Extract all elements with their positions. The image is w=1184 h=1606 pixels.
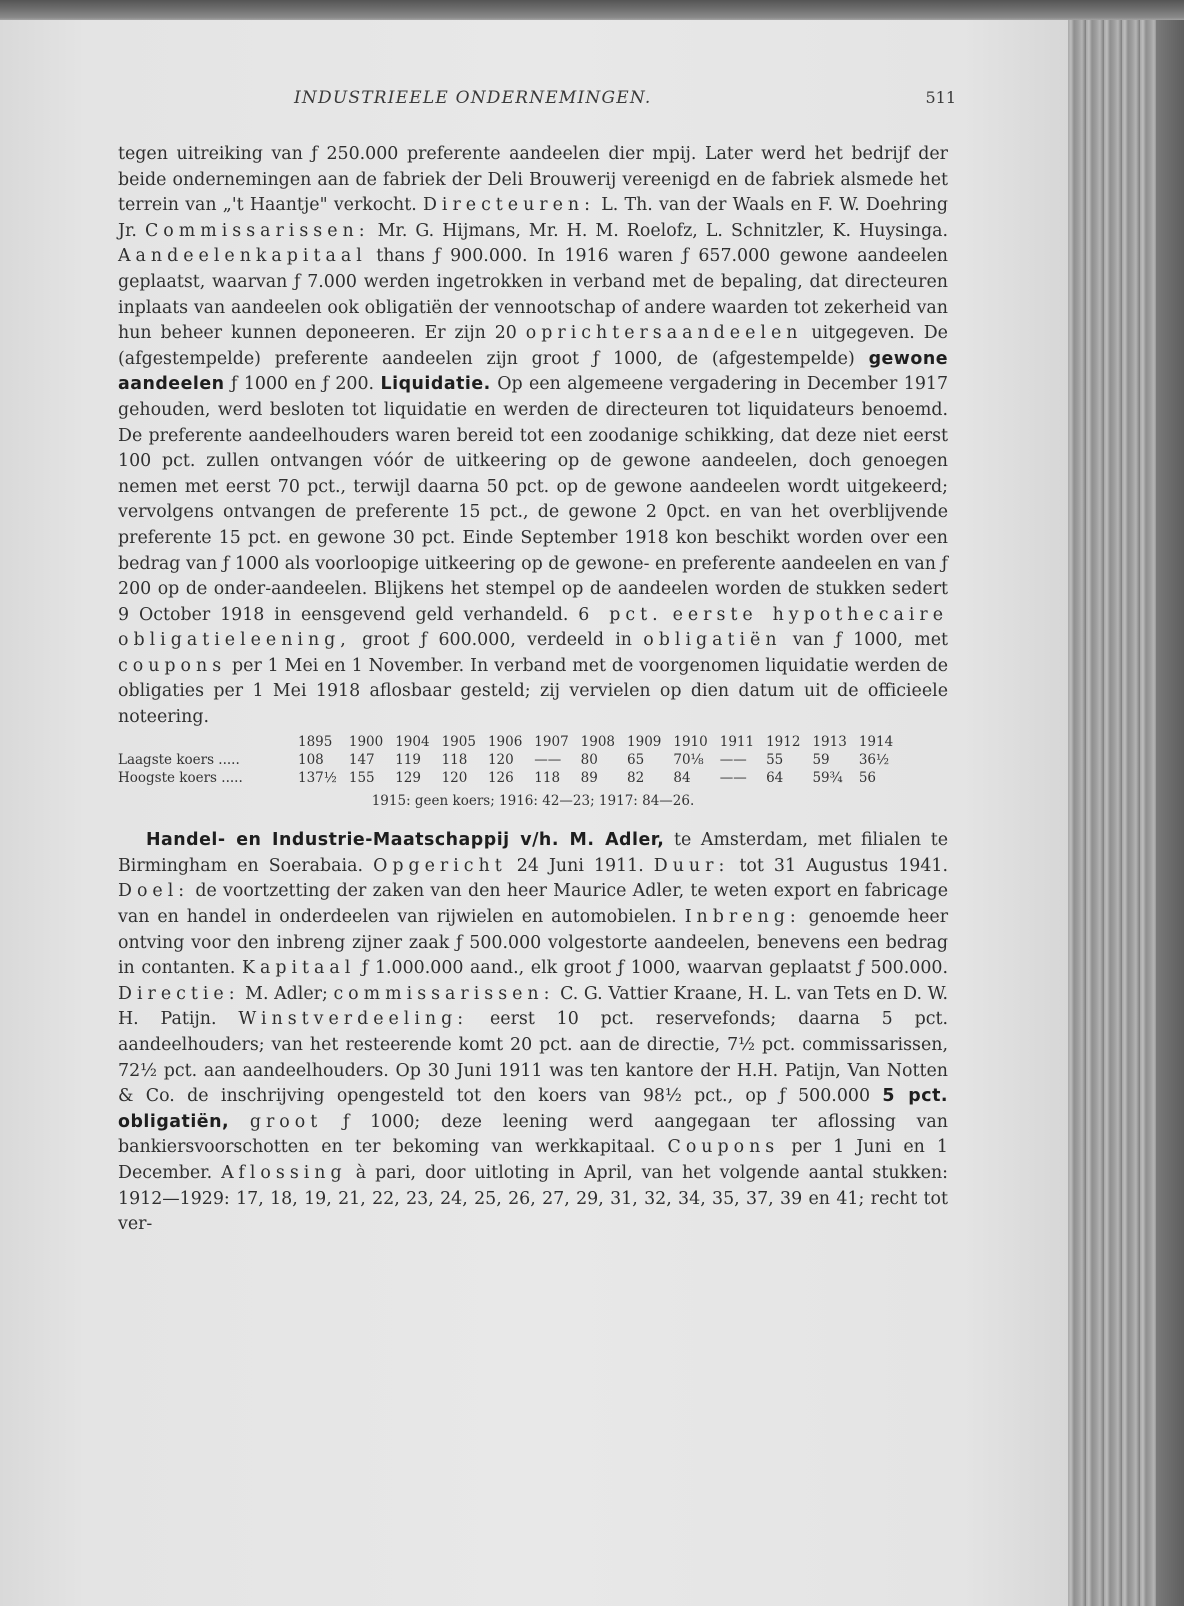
kapitaal-text: ƒ 1.000.000 aand., elk groot ƒ 1000, waarvan geplaatst ƒ 500.000. (361, 958, 948, 979)
directie-label: Directie: (118, 983, 240, 1004)
value-cell: 56 (858, 769, 876, 786)
year-cell: 1906 (487, 733, 523, 750)
value-cell: 118 (534, 769, 561, 786)
value-cell: 129 (395, 769, 421, 786)
directeuren-text: L. Th. van der Waals en F. W. Doehring Jr. (118, 195, 948, 241)
year-cell: 1904 (395, 733, 430, 750)
doel-text: de voortzetting der zaken van den heer Maurice Adler, te weten export en fabricage van en handel in onderdeelen van rijwielen en automobielen. (118, 881, 948, 928)
hoogste-koers-row (118, 769, 899, 787)
book-top-edge (0, 0, 1184, 22)
year-cell: 1914 (858, 733, 894, 750)
value-cell: 80 (580, 751, 598, 768)
coupons-label: coupons (118, 655, 227, 676)
value-cell: 155 (348, 769, 375, 786)
year-cell: 1907 (534, 733, 569, 750)
gewone-text: ƒ 1000 en ƒ 200. (230, 374, 375, 395)
company-heading: Handel- en Industrie-Maatschappij v/h. M. Adler, (146, 830, 665, 851)
winstverdeeling-text: eerst 10 pct. reservefonds; daarna 5 pct. aandeelhouders; van het resteerende komt 20 pct. aan de directie, 7½ pct. commissarissen, 72½ pct. aan aandeelhouders. Op 30 Juni 1911 was ten kantore der H.H. Patijn, Van Notten & Co. de inschrijving opengesteld tot den koers van 98½ pct., op ƒ 500.000 (118, 1009, 949, 1107)
paragraph-text: tegen uitreiking van ƒ 250.000 preferente aandeelen dier mpij. Later werd het bedrijf der beide ondernemingen aan de fabriek der Deli Brouwerij vereenigd en de fabriek alsmede het terrein van „'t Haantje" verkocht. (118, 144, 948, 216)
value-cell: —— (719, 769, 747, 786)
year-cell: 1908 (580, 733, 616, 750)
year-cell: 1911 (719, 733, 755, 750)
coupons-text: per 1 Mei en 1 November. In verband met de voorgenomen liquidatie werden de obligaties per 1 Mei 1918 aflosbaar gesteld; zij vervielen op dien datum uit de officieele noteering. (118, 655, 948, 728)
value-cell: 64 (766, 769, 784, 786)
commissarissen-text: Mr. G. Hijmans, Mr. H. M. Roelofz, L. Schnitzler, K. Huysinga. (377, 220, 949, 241)
aflossing-label: Aflossing (221, 1162, 347, 1183)
coupons-text: per 1 Juni en 1 December. (118, 1137, 948, 1183)
page-body (118, 142, 948, 1238)
inbreng-label: Inbreng: (684, 907, 801, 928)
hypotheek-pct: 6 pct. (578, 604, 663, 625)
oprichters-text: uitgegeven. De (afgestempelde) preferente aandeelen zijn groot ƒ 1000, de (afgestempelde) (118, 323, 948, 369)
row-label: Laagste koers ..... (118, 751, 240, 768)
liquidatie-heading: Liquidatie. (380, 374, 491, 395)
value-cell: —— (719, 751, 747, 768)
year-cell: 1910 (673, 733, 708, 750)
gewone-aandeelen-heading: gewone aandeelen (118, 348, 948, 395)
koers-year-row (118, 733, 899, 751)
koers-note: 1915: geen koers; 1916: 42—23; 1917: 84—26. (371, 792, 695, 809)
directie-text: M. Adler; (245, 983, 328, 1004)
koers-table (118, 733, 899, 787)
value-cell: 120 (487, 751, 514, 768)
duur-text: tot 31 Augustus 1941. (739, 855, 949, 876)
duur-label: Duur: (653, 855, 730, 876)
commissarissen-label: commissarissen: (333, 983, 555, 1004)
year-cell: 1895 (298, 733, 333, 750)
inbreng-text: genoemde heer ontving voor den inbreng zijner zaak ƒ 500.000 volgestorte aandeelen, benevens een bedrag in contanten. (118, 907, 949, 979)
page-header (118, 88, 956, 118)
value-cell: 126 (487, 769, 514, 786)
liquidatie-text: Op een algemeene vergadering in December 1917 gehouden, werd besloten tot liquidatie en werden de directeuren tot liquidateurs benoemd. De preferente aandeelhouders waren bereid tot een zoodanige schikking, dat deze niet eerst 100 pct. zullen ontvangen vóór de uitkeering op de gewone aandeelen, doch genoegen nemen met eerst 70 pct., terwijl daarna 50 pct. op de gewone aandeelen wordt uitgekeerd; vervolgens ontvangen de preferente 15 pct., de gewone 2 0pct. en van het overblijvende preferente 15 pct. en gewone 30 pct. Einde September 1918 kon beschikt worden over een bedrag van ƒ 1000 als voorloopige uitkeering op de gewone- en preferente aandeelen en van ƒ 200 op de onder-aandeelen. Blijkens het stempel op de aandeelen worden de stukken sedert 9 October 1918 in eensgevend geld verhandeld. (118, 374, 949, 625)
value-cell: 36½ (858, 751, 890, 768)
doel-label: Doel: (118, 881, 190, 902)
row-label: Hoogste koers ..... (118, 769, 243, 786)
entry-adler (118, 828, 948, 1238)
value-cell: 59 (812, 751, 830, 768)
value-cell: 118 (441, 751, 468, 768)
coupons-label: Coupons (667, 1137, 780, 1158)
hypotheek-label: eerste hypothecaire obligatieleening, (118, 604, 948, 651)
value-cell: 137½ (298, 769, 337, 786)
year-cell: 1909 (627, 733, 662, 750)
value-cell: 59¾ (812, 769, 843, 786)
value-cell: 120 (441, 769, 468, 786)
intro-text: te Amsterdam, met filialen te Birmingham en Soerabaia. (118, 830, 948, 876)
opgericht-text: 24 Juni 1911. (516, 855, 644, 876)
commissarissen-label: Commissarissen: (144, 220, 370, 241)
year-cell: 1900 (348, 733, 384, 750)
kapitaal-text: thans ƒ 900.000. In 1916 waren ƒ 657.000 gewone aandeelen geplaatst, waarvan ƒ 7.000 werden ingetrokken in verband met de bepaling, dat directeuren inplaats van aandeelen ook obligatiën der vennootschap of andere waarden tot zekerheid van hun beheer kunnen deponeeren. Er zijn 20 (118, 246, 949, 344)
directeuren-label: Directeuren: (422, 195, 595, 216)
oprichters-label: oprichtersaandeelen (525, 323, 803, 344)
value-cell: 84 (673, 769, 691, 786)
obligatien-heading: 5 pct. obligatiën, (118, 1086, 948, 1132)
year-cell: 1913 (812, 733, 847, 750)
value-cell: 147 (348, 751, 375, 768)
opgericht-label: Opgericht (373, 855, 507, 876)
value-cell: 70⅛ (673, 751, 704, 768)
hypotheek-text: groot ƒ 600.000, verdeeld in (362, 630, 633, 651)
winstverdeeling-label: Winstverdeeling: (238, 1009, 469, 1030)
value-cell: 108 (298, 751, 324, 768)
aflossing-text: à pari, door uitloting in April, van het volgende aantal stukken: 1912—1929: 17, 18, 19, 21, 22, 23, 24, 25, 26, 27, 29, 31, 32, 34, 35, 37, 39 en 41; recht tot ver- (118, 1162, 949, 1235)
value-cell: 89 (580, 769, 598, 786)
kapitaal-label: Aandeelenkapitaal (118, 246, 367, 267)
value-cell: 65 (627, 751, 645, 768)
page-number: 511 (925, 88, 956, 107)
year-cell: 1912 (766, 733, 801, 750)
obligatien-text: ƒ 1000; deze leening werd aangegaan ter aflossing van bankiersvoorschotten en ter bekoming van werkkapitaal. (118, 1111, 948, 1158)
value-cell: 55 (766, 751, 784, 768)
year-cell: 1905 (441, 733, 476, 750)
value-cell: 82 (627, 769, 645, 786)
obligatien-text: van ƒ 1000, met (792, 630, 948, 651)
obligatien-label: obligatiën (643, 630, 782, 651)
entry-continuation (118, 142, 948, 731)
value-cell: —— (534, 751, 562, 768)
laagste-koers-row (118, 751, 899, 769)
groot-label: groot (249, 1111, 323, 1132)
commissarissen-text: C. G. Vattier Kraane, H. L. van Tets en D. W. H. Patijn. (118, 983, 948, 1030)
value-cell: 119 (395, 751, 421, 768)
book-page-stack-edge (1068, 20, 1184, 1606)
kapitaal-label: Kapitaal (241, 958, 356, 979)
running-title: INDUSTRIEELE ONDERNEMINGEN. (294, 88, 652, 108)
